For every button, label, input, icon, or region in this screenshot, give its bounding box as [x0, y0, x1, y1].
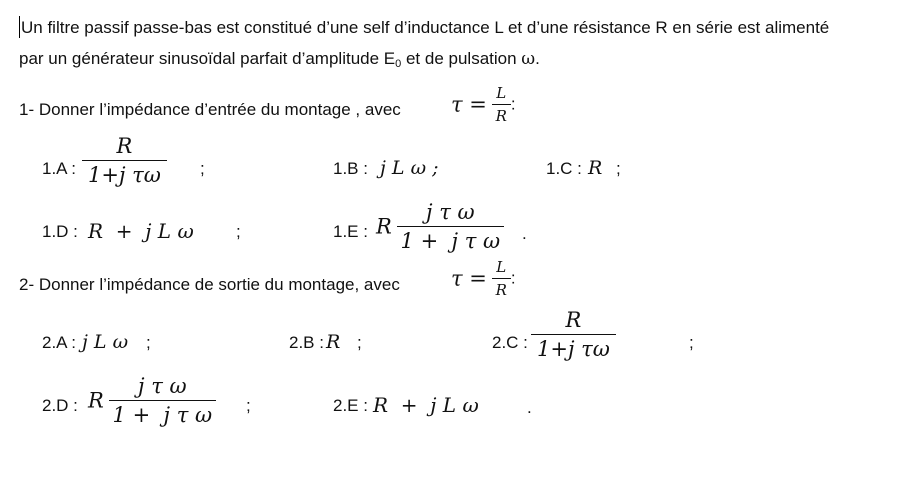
question-1-tau-definition: τ = $\frac{L}{R}$ :	[451, 84, 516, 126]
tau-fraction: $\frac{L}{R}$	[492, 84, 511, 125]
intro-line-1: Un filtre passif passe-bas est constitué d’une self d’inductance L et d’une résistance R en série est alimenté	[21, 18, 830, 37]
option-2b-label: 2.B :	[289, 333, 324, 352]
option-1d-expression: R + j L ω	[88, 219, 194, 243]
option-1a-expression: $\frac{R}{\text{1+j τω}}$	[84, 134, 165, 187]
question-2-prompt: 2- Donner l’impédance de sortie du montage, avec	[19, 275, 400, 294]
option-1e-separator: .	[522, 224, 527, 243]
question-2-tau-definition: τ = $\frac{L}{R}$ :	[451, 258, 516, 300]
option-1d-label: 1.D :	[42, 222, 78, 241]
option-2c-separator: ;	[689, 333, 694, 352]
option-1c-expression: R	[588, 157, 603, 179]
option-2a-expression: j L ω	[82, 331, 129, 353]
option-2b-separator: ;	[357, 333, 362, 352]
option-1a-separator: ;	[200, 159, 205, 178]
option-1b-expression: j L ω ;	[380, 157, 439, 179]
option-1e-expression: R $\frac{\text{j τ ω}}{\text{1 + j τ ω}}$	[376, 200, 504, 253]
option-2e-expression: R + j L ω	[373, 393, 479, 417]
option-2a-separator: ;	[146, 333, 151, 352]
option-2d-separator: ;	[246, 396, 251, 415]
option-1c-separator: ;	[616, 159, 621, 178]
option-1e-label: 1.E :	[333, 222, 368, 241]
tau-fraction: $\frac{L}{R}$	[492, 258, 511, 299]
option-2c-expression: $\frac{R}{\text{1+j τω}}$	[533, 308, 614, 361]
option-1b-label: 1.B :	[333, 159, 368, 178]
omega-symbol: ω	[521, 49, 536, 69]
option-2e-label: 2.E :	[333, 396, 368, 415]
option-2d-expression: R $\frac{\text{j τ ω}}{\text{1 + j τ ω}}$	[88, 374, 216, 427]
option-2e-separator: .	[527, 398, 532, 417]
option-1a-label: 1.A :	[42, 159, 77, 178]
option-1d-separator: ;	[236, 222, 241, 241]
option-1c-label: 1.C :	[546, 159, 582, 178]
option-2c-label: 2.C :	[492, 333, 528, 352]
option-2d-label: 2.D :	[42, 396, 78, 415]
text-cursor	[19, 16, 20, 38]
option-2a-label: 2.A :	[42, 333, 77, 352]
option-2b-expression: R	[326, 331, 341, 353]
question-1-prompt: 1- Donner l’impédance d’entrée du montage , avec	[19, 100, 401, 119]
intro-line-2: par un générateur sinusoïdal parfait d’amplitude $E_0$ et de pulsation ω.	[19, 49, 540, 70]
